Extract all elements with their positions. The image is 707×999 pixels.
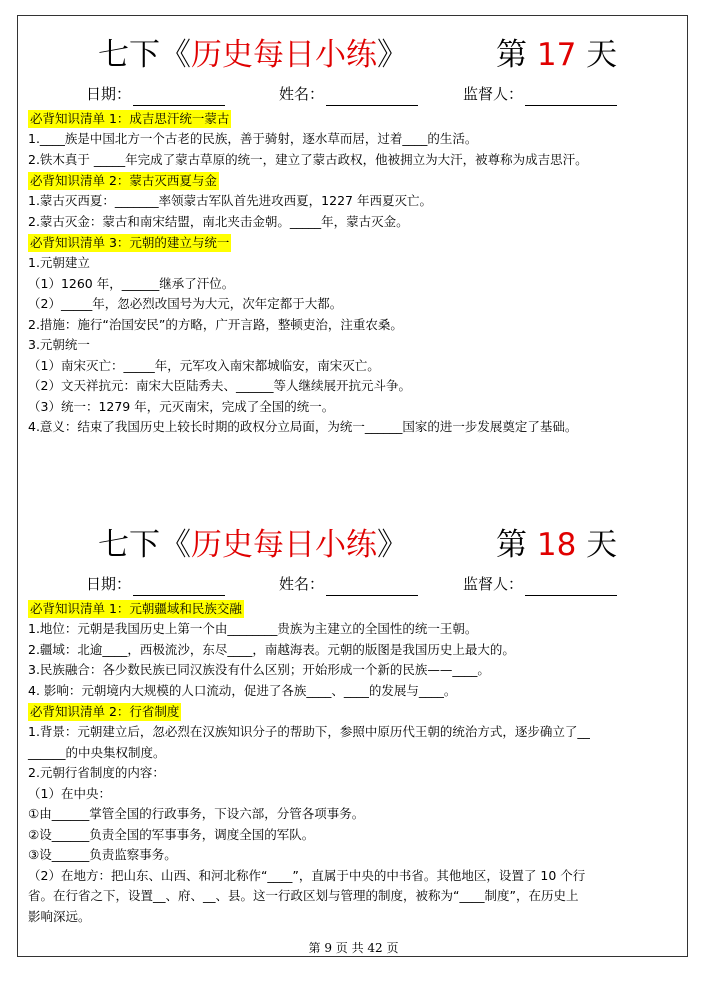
knowledge-line: （2）_____年，忽必烈改国号为大元，次年定都于大都。: [28, 296, 343, 311]
title-highlight: 历史每日小练: [191, 527, 377, 563]
date-field[interactable]: [86, 82, 225, 106]
date-label: 日期：: [86, 575, 132, 593]
knowledge-line: 4.意义：结束了我国历史上较长时期的政权分立局面，为统一______国家的进一步发展奠定了基础。: [28, 419, 578, 434]
section-heading: 必背知识清单 2：蒙古灭西夏与金: [30, 173, 217, 188]
name-label: 姓名：: [279, 575, 325, 593]
knowledge-line: ③设______负责监察事务。: [28, 847, 177, 862]
knowledge-line: 1.背景：元朝建立后，忽必烈在汉族知识分子的帮助下，参照中原历代王朝的统治方式，逐步确立了__: [28, 724, 590, 739]
knowledge-line: 1.地位：元朝是我国历史上第一个由________贵族为主建立的全国性的统一王朝。: [28, 621, 478, 636]
date-blank[interactable]: [133, 87, 225, 106]
knowledge-line: 3.民族融合：各少数民族已同汉族没有什么区别；开始形成一个新的民族——____。: [28, 662, 490, 677]
knowledge-line: （1）南宋灭亡：_____年，元军攻入南宋都城临安，南宋灭亡。: [28, 357, 380, 373]
info-fields: [28, 572, 678, 598]
supervisor-field[interactable]: [463, 82, 617, 106]
knowledge-line: （1）在中央：: [28, 785, 111, 801]
info-fields: [28, 82, 678, 108]
section-heading: 必背知识清单 1：成吉思汗统一蒙古: [30, 111, 230, 126]
day-label: [496, 32, 617, 78]
worksheet-title: [98, 32, 408, 78]
supervisor-label: 监督人：: [463, 575, 524, 593]
date-label: 日期：: [86, 85, 132, 103]
title-prefix: 七下《: [98, 527, 191, 563]
name-label: 姓名：: [279, 85, 325, 103]
knowledge-line: 3.元朝统一: [28, 337, 90, 352]
knowledge-list: [28, 108, 678, 438]
supervisor-field[interactable]: [463, 572, 617, 596]
title-prefix: 七下《: [98, 37, 191, 73]
worksheet-title: [98, 522, 408, 568]
section-heading: 必背知识清单 2：行省制度: [30, 704, 180, 719]
worksheet-header: [28, 32, 678, 82]
name-blank[interactable]: [326, 87, 418, 106]
title-suffix: 》: [377, 37, 408, 73]
knowledge-line: 省。在行省之下，设置__、府、__、县。这一行政区划与管理的制度，被称为“____制度”，在历史上: [28, 888, 579, 903]
day-18-worksheet: [28, 522, 678, 927]
supervisor-blank[interactable]: [525, 577, 617, 596]
day-prefix: 第: [496, 37, 537, 73]
knowledge-line: 2.蒙古灭金：蒙古和南宋结盟，南北夹击金朝。_____年，蒙古灭金。: [28, 213, 409, 229]
knowledge-line: 1.蒙古灭西夏：_______率领蒙古军队首先进攻西夏，1227 年西夏灭亡。: [28, 193, 432, 208]
date-field[interactable]: [86, 572, 225, 596]
knowledge-line: 2.铁木真于 _____年完成了蒙古草原的统一，建立了蒙古政权，他被拥立为大汗，被尊称为成吉思汗。: [28, 151, 588, 167]
knowledge-list: [28, 598, 678, 927]
knowledge-line: 1.元朝建立: [28, 255, 90, 270]
title-highlight: 历史每日小练: [191, 37, 377, 73]
knowledge-line: 2.疆域：北逾____，西极流沙，东尽____，南越海表。元朝的版图是我国历史上最大的。: [28, 641, 515, 657]
page-number-footer: 第 9 页 共 42 页: [308, 941, 399, 955]
knowledge-line: （2）文天祥抗元：南宋大臣陆秀夫、______等人继续展开抗元斗争。: [28, 378, 411, 393]
knowledge-line: 1.____族是中国北方一个古老的民族，善于骑射，逐水草而居，过着____的生活。: [28, 131, 478, 146]
worksheet-header: [28, 522, 678, 572]
knowledge-line: 影响深远。: [28, 908, 91, 924]
knowledge-line: ______的中央集权制度。: [28, 744, 166, 760]
knowledge-line: ①由______掌管全国的行政事务，下设六部，分管各项事务。: [28, 806, 365, 821]
name-blank[interactable]: [326, 577, 418, 596]
date-blank[interactable]: [133, 577, 225, 596]
knowledge-line: ②设______负责全国的军事事务，调度全国的军队。: [28, 826, 315, 842]
knowledge-line: 4. 影响：元朝境内大规模的人口流动，促进了各族____、____的发展与____。: [28, 682, 457, 698]
section-heading: 必背知识清单 3：元朝的建立与统一: [30, 235, 230, 250]
name-field[interactable]: [279, 572, 418, 596]
supervisor-blank[interactable]: [525, 87, 617, 106]
knowledge-line: 2.元朝行省制度的内容：: [28, 765, 165, 780]
knowledge-line: （1）1260 年，______继承了汗位。: [28, 275, 235, 291]
day-number: 17: [536, 37, 577, 73]
day-label: [496, 522, 617, 568]
section-heading: 必背知识清单 1：元朝疆域和民族交融: [30, 601, 242, 616]
day-number: 18: [536, 527, 577, 563]
knowledge-line: 2.措施：施行“治国安民”的方略，广开言路，整顿吏治，注重农桑。: [28, 316, 403, 332]
name-field[interactable]: [279, 82, 418, 106]
day-suffix: 天: [576, 37, 618, 73]
knowledge-line: （2）在地方：把山东、山西、和河北称作“____”，直属于中央的中书省。其他地区，设置了 10 个行: [28, 867, 586, 883]
day-prefix: 第: [496, 527, 537, 563]
title-suffix: 》: [377, 527, 408, 563]
knowledge-line: （3）统一：1279 年，元灭南宋，完成了全国的统一。: [28, 398, 335, 414]
day-17-worksheet: [28, 32, 678, 438]
supervisor-label: 监督人：: [463, 85, 524, 103]
day-suffix: 天: [576, 527, 618, 563]
